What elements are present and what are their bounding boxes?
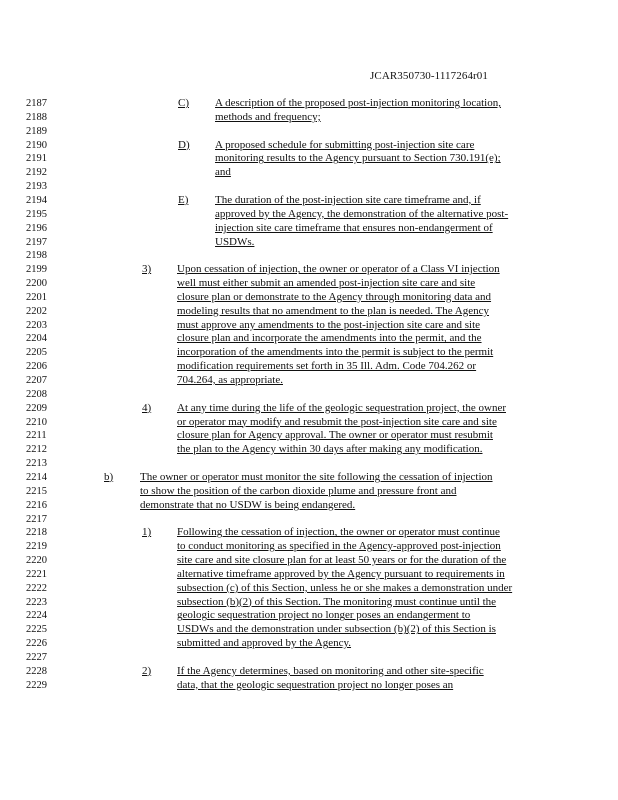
document-line xyxy=(0,277,618,291)
line-number: 2215 xyxy=(26,485,47,497)
document-line xyxy=(0,540,618,554)
document-line xyxy=(0,305,618,319)
subsection-marker: E) xyxy=(178,193,189,206)
line-number: 2190 xyxy=(26,139,47,151)
document-line xyxy=(0,596,618,610)
line-text: subsection (b)(2) of this Section. The monitoring must continue until the xyxy=(177,595,497,608)
document-line xyxy=(0,665,618,679)
line-text: subsection (c) of this Section, unless he or she makes a demonstration under xyxy=(177,581,513,594)
document-line xyxy=(0,111,618,125)
line-text: closure plan for Agency approval. The owner or operator must resubmit xyxy=(177,429,493,442)
line-text: 704.264, as appropriate. xyxy=(177,374,283,386)
document-line xyxy=(0,125,618,139)
line-text: site care and site closure plan for at least 50 years or for the duration of the xyxy=(177,554,507,567)
line-number: 2205 xyxy=(26,347,47,359)
line-number: 2203 xyxy=(26,319,47,331)
line-number: 2217 xyxy=(26,513,47,525)
document-line xyxy=(0,457,618,471)
line-number: 2194 xyxy=(26,194,47,206)
document-line xyxy=(0,402,618,416)
document-line xyxy=(0,513,618,527)
document-line xyxy=(0,416,618,430)
document-line xyxy=(0,166,618,180)
line-text: the plan to the Agency within 30 days after making any modification. xyxy=(177,443,483,456)
document-line xyxy=(0,97,618,111)
document-line xyxy=(0,180,618,194)
line-text: approved by the Agency, the demonstration of the alternative post- xyxy=(215,207,509,220)
document-line xyxy=(0,554,618,568)
line-number: 2226 xyxy=(26,638,47,650)
line-number: 2221 xyxy=(26,568,47,580)
line-text: injection site care timeframe that ensures non-endangerment of xyxy=(215,221,493,234)
document-line xyxy=(0,152,618,166)
line-text: A description of the proposed post-injection monitoring location, xyxy=(215,97,501,109)
line-number: 2188 xyxy=(26,111,47,123)
line-text: incorporation of the amendments into the permit is subject to the permit xyxy=(177,346,494,359)
subsection-marker: b) xyxy=(104,470,114,483)
line-number: 2198 xyxy=(26,250,47,262)
line-number: 2227 xyxy=(26,652,47,663)
line-number: 2208 xyxy=(26,388,47,400)
line-number: 2219 xyxy=(26,541,47,553)
document-id-header: JCAR350730-1117264r01 xyxy=(370,70,489,82)
line-number: 2191 xyxy=(26,153,47,165)
document-line xyxy=(0,609,618,623)
line-text: to show the position of the carbon dioxide plume and pressure front and xyxy=(140,484,457,497)
line-text: Upon cessation of injection, the owner or operator of a Class VI injection xyxy=(177,263,500,276)
line-text: and xyxy=(215,166,231,179)
line-number: 2189 xyxy=(26,125,47,137)
line-number: 2212 xyxy=(26,444,47,456)
line-number: 2202 xyxy=(26,305,47,317)
subsection-marker: 3) xyxy=(142,263,152,276)
line-number: 2209 xyxy=(26,402,47,414)
line-text: submitted and approved by the Agency. xyxy=(177,637,352,650)
line-number: 2206 xyxy=(26,361,47,373)
line-text: closure plan and incorporate the amendments into the permit, and the xyxy=(177,332,482,345)
line-text: The owner or operator must monitor the site following the cessation of injection xyxy=(140,470,493,483)
document-line xyxy=(0,679,618,693)
line-text: At any time during the life of the geologic sequestration project, the owner xyxy=(177,401,506,414)
line-text: Following the cessation of injection, the owner or operator must continue xyxy=(177,526,500,539)
subsection-marker: 1) xyxy=(142,526,152,539)
line-number: 2197 xyxy=(26,236,47,248)
document-line xyxy=(0,139,618,153)
line-number: 2218 xyxy=(26,527,47,539)
line-number: 2213 xyxy=(26,458,47,470)
line-text: or operator may modify and resubmit the post-injection site care and site xyxy=(177,415,497,428)
document-line xyxy=(0,582,618,596)
line-number: 2220 xyxy=(26,555,47,567)
line-number: 2210 xyxy=(26,416,47,428)
line-text: USDWs. xyxy=(215,235,255,248)
document-line xyxy=(0,443,618,457)
document-line xyxy=(0,208,618,222)
line-number: 2222 xyxy=(26,582,47,594)
subsection-marker: C) xyxy=(178,97,189,109)
line-text: geologic sequestration project no longer poses an endangerment to xyxy=(177,609,471,622)
document-line xyxy=(0,471,618,485)
line-number: 2228 xyxy=(26,665,47,677)
line-number: 2195 xyxy=(26,208,47,220)
line-number: 2224 xyxy=(26,610,47,622)
document-line xyxy=(0,623,618,637)
document-line xyxy=(0,360,618,374)
line-number: 2196 xyxy=(26,222,47,234)
document-line xyxy=(0,485,618,499)
line-text: closure plan or demonstrate to the Agency through monitoring data and xyxy=(177,290,492,303)
document-line xyxy=(0,374,618,388)
line-number: 2214 xyxy=(26,471,47,483)
line-text: to conduct monitoring as specified in the Agency-approved post-injection xyxy=(177,540,501,553)
subsection-marker: D) xyxy=(178,138,190,151)
line-number: 2192 xyxy=(26,167,47,179)
line-text: If the Agency determines, based on monitoring and other site-specific xyxy=(177,664,484,677)
line-text: methods and frequency; xyxy=(215,110,321,123)
document-line xyxy=(0,319,618,333)
line-number: 2229 xyxy=(26,679,47,691)
line-number: 2207 xyxy=(26,375,47,386)
document-line xyxy=(0,222,618,236)
line-text: data, that the geologic sequestration project no longer poses an xyxy=(177,678,454,691)
line-text: modification requirements set forth in 35 Ill. Adm. Code 704.262 or xyxy=(177,360,477,373)
line-number: 2223 xyxy=(26,596,47,608)
subsection-marker: 4) xyxy=(142,401,152,414)
document-line xyxy=(0,291,618,305)
document-line xyxy=(0,526,618,540)
line-number: 2201 xyxy=(26,291,47,303)
line-number: 2225 xyxy=(26,624,47,636)
line-number: 2193 xyxy=(26,181,47,193)
document-line xyxy=(0,332,618,346)
document-line xyxy=(0,249,618,263)
line-text: monitoring results to the Agency pursuant to Section 730.191(e); xyxy=(215,152,501,165)
line-number: 2211 xyxy=(26,430,47,442)
line-text: must approve any amendments to the post-injection site care and site xyxy=(177,318,481,331)
document-line xyxy=(0,637,618,651)
document-line xyxy=(0,194,618,208)
document-line xyxy=(0,499,618,513)
document-line xyxy=(0,346,618,360)
line-text: modeling results that no amendment to the plan is needed. The Agency xyxy=(177,304,490,317)
line-text: A proposed schedule for submitting post-injection site care xyxy=(215,138,475,151)
line-number: 2199 xyxy=(26,264,47,276)
line-text: well must either submit an amended post-injection site care and site xyxy=(177,277,476,290)
document-line xyxy=(0,429,618,443)
document-line xyxy=(0,388,618,402)
document-line xyxy=(0,263,618,277)
line-text: alternative timeframe approved by the Agency pursuant to requirements in xyxy=(177,567,505,580)
line-number: 2187 xyxy=(26,98,47,109)
document-line xyxy=(0,651,618,665)
line-text: USDWs and the demonstration under subsection (b)(2) of this Section is xyxy=(177,623,496,636)
line-number: 2204 xyxy=(26,333,47,345)
subsection-marker: 2) xyxy=(142,664,152,677)
line-number: 2200 xyxy=(26,278,47,290)
line-number: 2216 xyxy=(26,499,47,511)
line-text: The duration of the post-injection site care timeframe and, if xyxy=(215,193,481,206)
line-text: demonstrate that no USDW is being endangered. xyxy=(140,498,356,511)
document-line xyxy=(0,236,618,250)
document-line xyxy=(0,568,618,582)
